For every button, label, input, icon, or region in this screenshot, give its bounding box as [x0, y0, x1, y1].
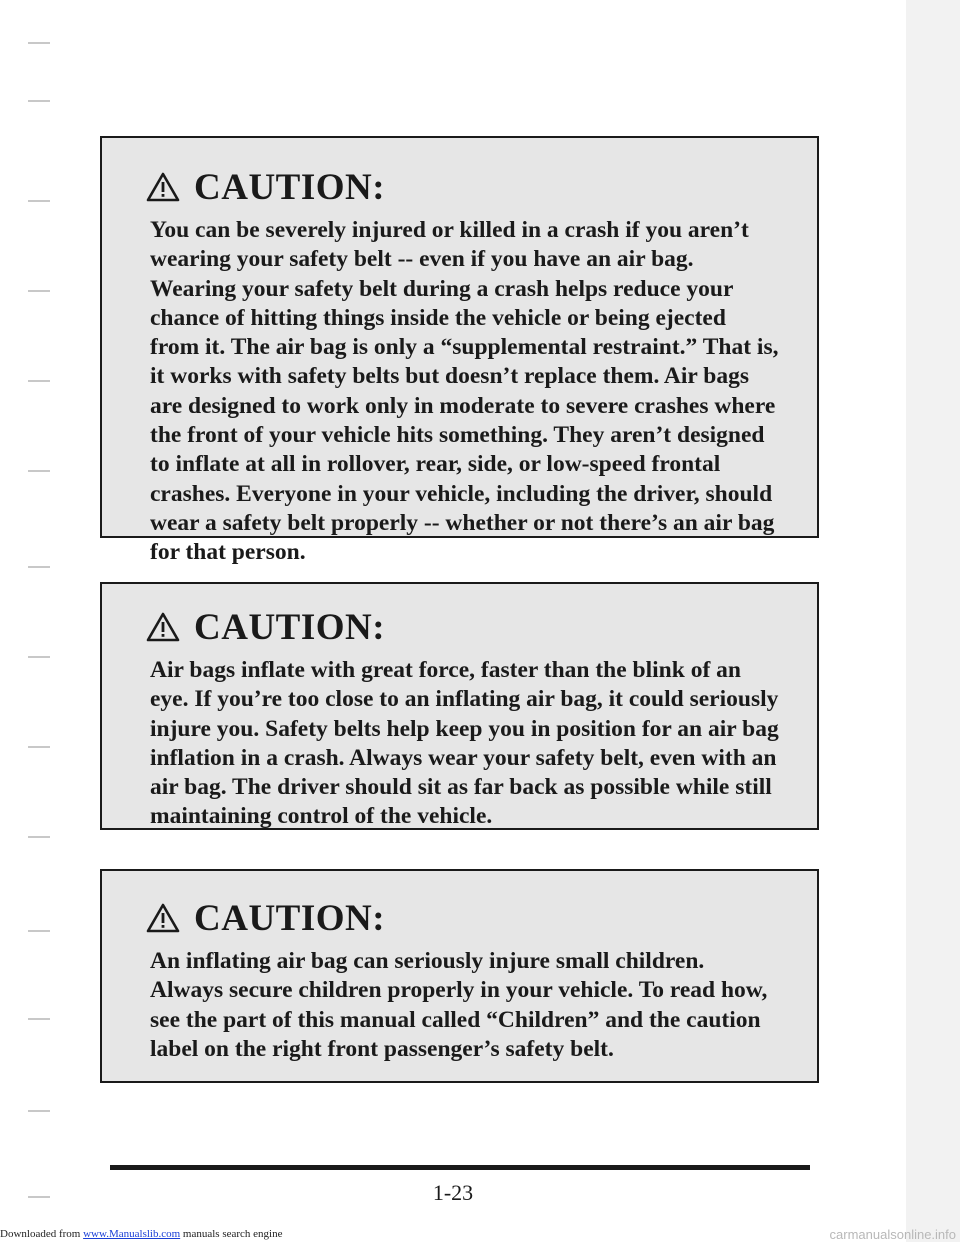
edge-mark [28, 42, 50, 44]
caution-title: CAUTION: [194, 606, 386, 648]
caution-title: CAUTION: [194, 897, 386, 939]
source-line [0, 1228, 282, 1240]
edge-mark [28, 1018, 50, 1020]
edge-mark [28, 1110, 50, 1112]
source-prefix: Downloaded from [0, 1228, 84, 1240]
edge-mark [28, 200, 50, 202]
warning-triangle-icon [146, 612, 180, 642]
manualslib-link[interactable]: www.Manualslib.com [83, 1228, 181, 1240]
edge-mark [28, 930, 50, 932]
caution-text: An inflating air bag can seriously injure small children. Always secure children properly in your vehicle. To read how, see the part of this manual called “Children” and the caution label on the right front passenger’s safety belt. [150, 948, 768, 1062]
caution-text: You can be severely injured or killed in a crash if you aren’t wearing your safety belt -- even if you have an air bag. Wearing your safety belt during a crash helps reduce your chance of hitting things inside the vehicle or being ejected from it. The air bag is only a “supplemental restraint.” That is, it works with safety belts but doesn’t replace them. Air bags are designed to work only in moderate to severe crashes where the front of your vehicle hits something. They aren’t designed to inflate at all in rollover, rear, side, or low-speed frontal crashes. Everyone in your vehicle, including the driver, should wear a safety belt properly -- whether or not there’s an air bag for that person. [150, 217, 779, 566]
edge-mark [28, 380, 50, 382]
edge-mark [28, 836, 50, 838]
edge-mark [28, 100, 50, 102]
edge-mark [28, 656, 50, 658]
edge-mark [28, 566, 50, 568]
caution-title: CAUTION: [194, 166, 386, 208]
caution-box-children [100, 869, 819, 1083]
warning-triangle-icon [146, 172, 180, 202]
page-margin-strip [906, 0, 960, 1242]
caution-box-seatbelt [100, 136, 819, 566]
caution-header [146, 598, 779, 656]
caution-box-inflation-force [100, 582, 819, 830]
edge-mark [28, 470, 50, 472]
source-suffix: manuals search engine [180, 1228, 283, 1240]
footer-rule [110, 1165, 810, 1170]
edge-mark [28, 746, 50, 748]
watermark: carmanualsonline.info [829, 1227, 956, 1242]
caution-header [146, 889, 779, 947]
page-number: 1-23 [432, 1180, 474, 1205]
warning-triangle-icon [146, 903, 180, 933]
edge-mark [28, 290, 50, 292]
caution-text: Air bags inflate with great force, faster than the blink of an eye. If you’re too close to an inflating air bag, it could seriously injure you. Safety belts help keep you in position for an air bag inflation in a crash. Always wear your safety belt, even with an air bag. The driver should sit as far back as possible while still maintaining control of the vehicle. [150, 657, 779, 830]
caution-header [146, 158, 779, 216]
